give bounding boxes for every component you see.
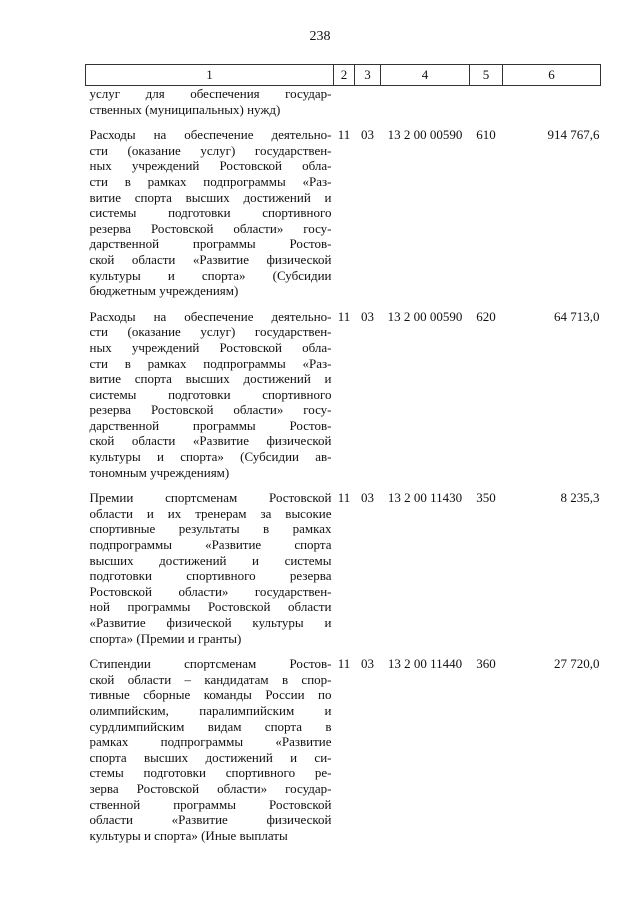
table-row bbox=[86, 299, 601, 481]
description-line: сти в рамках подпрограммы «Раз- bbox=[89, 355, 332, 371]
description-line: тономным учреждениям) bbox=[89, 464, 230, 480]
description-line: ной программы Ростовской области bbox=[89, 599, 332, 615]
empty-cell bbox=[503, 86, 601, 118]
amount-value: 8 235,3 bbox=[560, 490, 600, 506]
description-line: культуры и спорта» (Субсидии bbox=[89, 267, 332, 283]
amount-value: 64 713,0 bbox=[554, 308, 600, 324]
amount-value: 27 720,0 bbox=[554, 656, 600, 672]
description-line: Премии спортсменам Ростовской bbox=[89, 490, 332, 506]
description-line: ственной программы Ростовской bbox=[89, 796, 332, 812]
description-line: сти (оказание услуг) государствен- bbox=[89, 324, 332, 340]
description-line: культуры и спорта» (Иные выплаты bbox=[89, 827, 288, 843]
target-article-code: 13 2 00 11430 bbox=[387, 490, 463, 506]
expense-type-code: 610 bbox=[476, 127, 496, 143]
subsection-code: 03 bbox=[361, 656, 374, 672]
empty-cell bbox=[334, 86, 355, 118]
target-article-code: 13 2 00 11440 bbox=[387, 656, 463, 672]
description-line: дарственной программы Ростов- bbox=[89, 417, 332, 433]
expense-type-code: 360 bbox=[476, 656, 496, 672]
description-line: витие спорта высших достижений и bbox=[89, 371, 332, 387]
description-line: резерва Ростовской области» госу- bbox=[89, 402, 332, 418]
empty-cell bbox=[355, 86, 381, 118]
header-col-5: 5 bbox=[470, 65, 503, 86]
subsection-code: 03 bbox=[361, 308, 374, 324]
header-col-3: 3 bbox=[355, 65, 381, 86]
description-line: сти (оказание услуг) государствен- bbox=[89, 142, 332, 158]
description-line: ных учреждений Ростовской обла- bbox=[89, 339, 332, 355]
row-description bbox=[86, 299, 334, 481]
description-line: сти в рамках подпрограммы «Раз- bbox=[89, 173, 332, 189]
section-code: 11 bbox=[337, 308, 351, 324]
description-line: Ростовской области» государствен- bbox=[89, 583, 332, 599]
table-body bbox=[86, 86, 601, 844]
description-line: олимпийским, паралимпийским и bbox=[89, 702, 332, 718]
description-line: спортивные результаты в рамках bbox=[89, 521, 332, 537]
expense-type-code: 620 bbox=[476, 308, 496, 324]
budget-table bbox=[85, 64, 601, 843]
header-row bbox=[86, 65, 601, 86]
description-line: системы подготовки спортивного bbox=[89, 205, 332, 221]
empty-cell bbox=[381, 86, 470, 118]
description-line: ской области «Развитие физической bbox=[89, 433, 332, 449]
description-line: стемы подготовки спортивного ре- bbox=[89, 765, 332, 781]
table-row bbox=[86, 117, 601, 299]
description-line: тивные сборные команды России по bbox=[89, 687, 332, 703]
continuation-description bbox=[86, 86, 334, 118]
description-line: высших достижений и системы bbox=[89, 552, 332, 568]
target-article-code: 13 2 00 00590 bbox=[387, 308, 463, 324]
description-line: области «Развитие физической bbox=[89, 812, 332, 828]
expense-type-code: 350 bbox=[476, 490, 496, 506]
table-header bbox=[86, 65, 601, 86]
description-line: услуг для обеспечения государ- bbox=[89, 86, 332, 101]
description-line: сурдлимпийским видам спорта в bbox=[89, 718, 332, 734]
section-code: 11 bbox=[337, 656, 351, 672]
description-line: ных учреждений Ростовской обла- bbox=[89, 158, 332, 174]
description-line: дарственной программы Ростов- bbox=[89, 236, 332, 252]
description-line: подготовки спортивного резерва bbox=[89, 568, 332, 584]
section-code: 11 bbox=[337, 127, 351, 143]
section-code: 11 bbox=[337, 490, 351, 506]
description-line: рамках подпрограммы «Развитие bbox=[89, 734, 332, 750]
row-description bbox=[86, 117, 334, 299]
description-line: спорта высших достижений и си- bbox=[89, 749, 332, 765]
description-line: Расходы на обеспечение деятельно- bbox=[89, 127, 332, 143]
description-line: ской области – кандидатам в спор- bbox=[89, 671, 332, 687]
description-line: области и их тренерам за высокие bbox=[89, 505, 332, 521]
table-row bbox=[86, 646, 601, 843]
continuation-row bbox=[86, 86, 601, 118]
description-line: ственных (муниципальных) нужд) bbox=[89, 101, 281, 117]
table-row bbox=[86, 480, 601, 646]
description-line: ской области «Развитие физической bbox=[89, 251, 332, 267]
empty-cell bbox=[470, 86, 503, 118]
row-description bbox=[86, 480, 334, 646]
header-col-4: 4 bbox=[381, 65, 470, 86]
subsection-code: 03 bbox=[361, 490, 374, 506]
header-col-2: 2 bbox=[334, 65, 355, 86]
subsection-code: 03 bbox=[361, 127, 374, 143]
header-col-1: 1 bbox=[86, 65, 334, 86]
description-line: Стипендии спортсменам Ростов- bbox=[89, 656, 332, 672]
description-line: системы подготовки спортивного bbox=[89, 386, 332, 402]
row-description bbox=[86, 646, 334, 843]
page-number: 238 bbox=[309, 29, 331, 44]
description-line: витие спорта высших достижений и bbox=[89, 189, 332, 205]
description-line: подпрограммы «Развитие спорта bbox=[89, 537, 332, 553]
description-line: бюджетным учреждениям) bbox=[89, 283, 239, 299]
amount-value: 914 767,6 bbox=[547, 127, 600, 143]
description-line: резерва Ростовской области» госу- bbox=[89, 220, 332, 236]
header-col-6: 6 bbox=[503, 65, 601, 86]
description-line: зерва Ростовской области» государ- bbox=[89, 780, 332, 796]
target-article-code: 13 2 00 00590 bbox=[387, 127, 463, 143]
description-line: Расходы на обеспечение деятельно- bbox=[89, 308, 332, 324]
description-line: культуры и спорта» (Субсидии ав- bbox=[89, 449, 332, 465]
description-line: «Развитие физической культуры и bbox=[89, 615, 332, 630]
description-line: спорта» (Премии и гранты) bbox=[89, 630, 242, 646]
